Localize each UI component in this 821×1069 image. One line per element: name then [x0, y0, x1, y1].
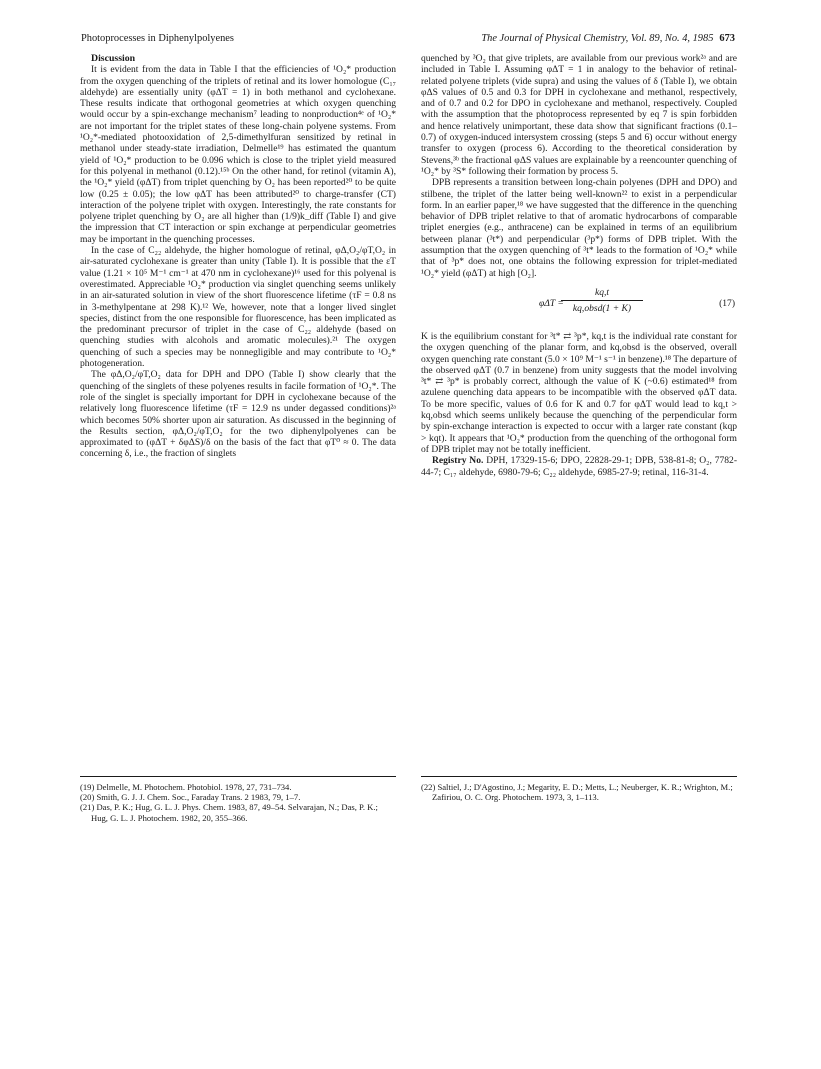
- equation-numerator: kq,t: [561, 287, 643, 301]
- equation-17: [421, 285, 737, 325]
- equation-number: (17): [719, 297, 735, 309]
- registry-label: Registry No.: [432, 455, 484, 467]
- left-column: [80, 53, 396, 460]
- registry-text: DPH, 17329-15-6; DPO, 22828-29-1; DPB, 538-81-8; O₂, 7782-44-7; C₁₇ aldehyde, 6980-79-6; C₂₂ aldehyde, 6985-27-9; retinal, 116-31-4.: [421, 455, 738, 478]
- reference-item: (19) Delmelle, M. Photochem. Photobiol. 1978, 27, 731–734.: [80, 782, 292, 792]
- paragraph: K is the equilibrium constant for ³t* ⇄ ³p*, kq,t is the individual rate constant for the oxygen quenching of the planar form, and kq,obsd is the observed, overall oxygen quenching rate constant (5.0 × 10⁹ M⁻¹ s⁻¹ in benzene).¹⁸ The departure of the observed φΔT (0.7 in benzene) from unity suggests that the model involving ³t* ⇄ ³p* is probably correct, although the value of K (~0.6) estimated¹⁸ from azulene quenching data appears to be incompatible with the observed φΔT data. To be more specific, values of 0.6 for K and 0.7 for φΔT would lead to kq,t > kq,obsd which seems unlikely because the quenching of the perpendicular form by spin-exchange interaction is expected to occur with a larger rate constant (kqp > kqt). It appears that ¹O₂* production from the quenching of the orthogonal form of DPB triplet may not be totally inefficient.: [421, 330, 737, 455]
- footnotes-right: [421, 776, 737, 802]
- running-head-journal: [425, 33, 735, 45]
- right-column: [421, 53, 737, 478]
- registry-numbers: [421, 455, 737, 478]
- equation-lhs: φΔT =: [539, 297, 564, 309]
- footnote-rule: [421, 776, 737, 777]
- section-heading: Discussion: [91, 53, 136, 64]
- running-head-title: Photoprocesses in Diphenylpolyenes: [81, 33, 234, 44]
- footnotes-left: [80, 776, 396, 823]
- paragraph: It is evident from the data in Table I that the efficiencies of ¹O₂* production from the oxygen quenching of the triplets of retinal and its lower homologue (C₁₇ aldehyde) are essentially unity (φΔT = 1) in both methanol and cyclohexane. These results indicate that orthogonal geometries at which oxygen quenching would occur by a spin-exchange mechanism⁷ leading to nonproduction⁴ᵉ of ¹O₂* are not important for the triplet states of these long-chain polyene systems. From ¹O₂*-mediated photooxidation of 2,5-dimethylfuran sensitized by retinal in methanol under steady-state irradiation, Delmelle¹⁹ has estimated the quantum yield of ¹O₂* production to be 0.096 which is close to the triplet yield measured for this polyenal in methanol (0.12).¹⁵ᵇ On the other hand, for retinol (vitamin A), the ¹O₂* yield (φΔT) from triplet quenching by O₂ has been reported²⁰ to be quite low (0.25 ± 0.05); the low φΔT has been attributed²⁰ to charge-transfer (CT) interaction of the polyene triplet with oxygen. Interestingly, the rate constants for polyene triplet quenching by O₂ are all higher than (1/9)k_diff (Table I) and give the impression that CT interaction or spin exchange at perpendicular geometries may be important in the quenching processes.: [80, 64, 396, 245]
- journal-citation: The Journal of Physical Chemistry, Vol. 89, No. 4, 1985: [481, 33, 714, 44]
- paragraph: The φΔ,O₂/φT,O₂ data for DPH and DPO (Table I) show clearly that the quenching of the singlets of these polyenes results in facile formation of ¹O₂*. The role of the singlet is specially important for DPH in cyclohexane because of the relatively long fluorescence lifetime (τF = 12.9 ns under degassed conditions)²ᵃ which becomes 50% shorter upon air saturation. As discussed in the beginning of the Results section, φΔ,O₂/φT,O₂ for the two diphenylpolyenes can be approximated to (φΔT + δφΔS)/δ on the basis of the fact that φT⁰ ≈ 0. The data concerning δ, i.e., the fraction of singlets: [80, 369, 396, 460]
- equation-fraction: [561, 287, 643, 315]
- paragraph: In the case of C₂₂ aldehyde, the higher homologue of retinal, φΔ,O₂/φT,O₂ in air-saturated cyclohexane is greater than unity (Table I). It is possible that the εT value (1.21 × 10⁵ M⁻¹ cm⁻¹ at 470 nm in cyclohexane)¹⁶ used for this polyenal is overestimated. Appreciable ¹O₂* production via singlet quenching seems unlikely in an air-saturated solution in view of the short fluorescence lifetime (τF = 0.8 ns in 3-methylpentane at 298 K).¹² We, however, note that a longer lived singlet species, distinct from the one responsible for fluorescence, has been implicated as the predominant precursor of triplet in the case of C₂₂ aldehyde (based on quenching studies with alcohols and aromatic molecules).²¹ The oxygen quenching of such a species may be nonnegligible and may contribute to ¹O₂* photogeneration.: [80, 245, 396, 370]
- page-number: 673: [719, 33, 735, 44]
- reference-item: (20) Smith, G. J. J. Chem. Soc., Faraday Trans. 2 1983, 79, 1–7.: [80, 792, 301, 803]
- equation-denominator: kq,obsd(1 + K): [572, 303, 632, 315]
- paragraph: quenched by ³O₂ that give triplets, are available from our previous work²ᵃ and are included in Table I. Assuming φΔT = 1 in analogy to the behavior of retinal-related polyene triplets (vide supra) and using the values of δ (Table I), we obtain φΔS values of 0.5 and 0.3 for DPH in cyclohexane and methanol, respectively, and of 0.7 and 0.2 for DPO in cyclohexane and methanol, respectively. Coupled with the assumption that the photoprocess represented by eq 7 is spin forbidden and hence relatively unimportant, these data show that significant fractions (0.1–0.7) of oxygen-induced intersystem crossing (steps 5 and 6) occur without energy transfer to oxygen (process 6). According to the theoretical consideration by Stevens,³ᵇ the fractional φΔS values are explainable by a reencounter quenching of ¹O₂* by ³S* following their formation by process 5.: [421, 53, 737, 177]
- footnote-rule: [80, 776, 396, 777]
- reference-item: (22) Saltiel, J.; D'Agostino, J.; Megarity, E. D.; Metts, L.; Neuberger, K. R.; Wrighton, M.; Zafiriou, O. C. Org. Photochem. 1973, 3, 1–113.: [421, 782, 733, 803]
- paragraph: DPB represents a transition between long-chain polyenes (DPH and DPO) and stilbene, the triplet of the latter being well-known²² to exist in a perpendicular form. In an earlier paper,¹⁸ we have suggested that the difference in the quenching behavior of DPB triplet relative to that of aromatic hydrocarbons of comparable triplet energies (e.g., anthracene) can be explained in terms of an equilibrium between planar (³t*) and perpendicular (³p*) forms of DPB triplet. With the assumption that the oxygen quenching of ³t* leads to the formation of ¹O₂* while that of ³p* does not, one obtains the following expression for triplet-mediated ¹O₂* yield (φΔT) at high [O₂].: [421, 177, 737, 279]
- reference-item: (21) Das, P. K.; Hug, G. L. J. Phys. Chem. 1983, 87, 49–54. Selvarajan, N.; Das, P. K.; Hug, G. L. J. Photochem. 1982, 20, 355–366.: [80, 802, 378, 823]
